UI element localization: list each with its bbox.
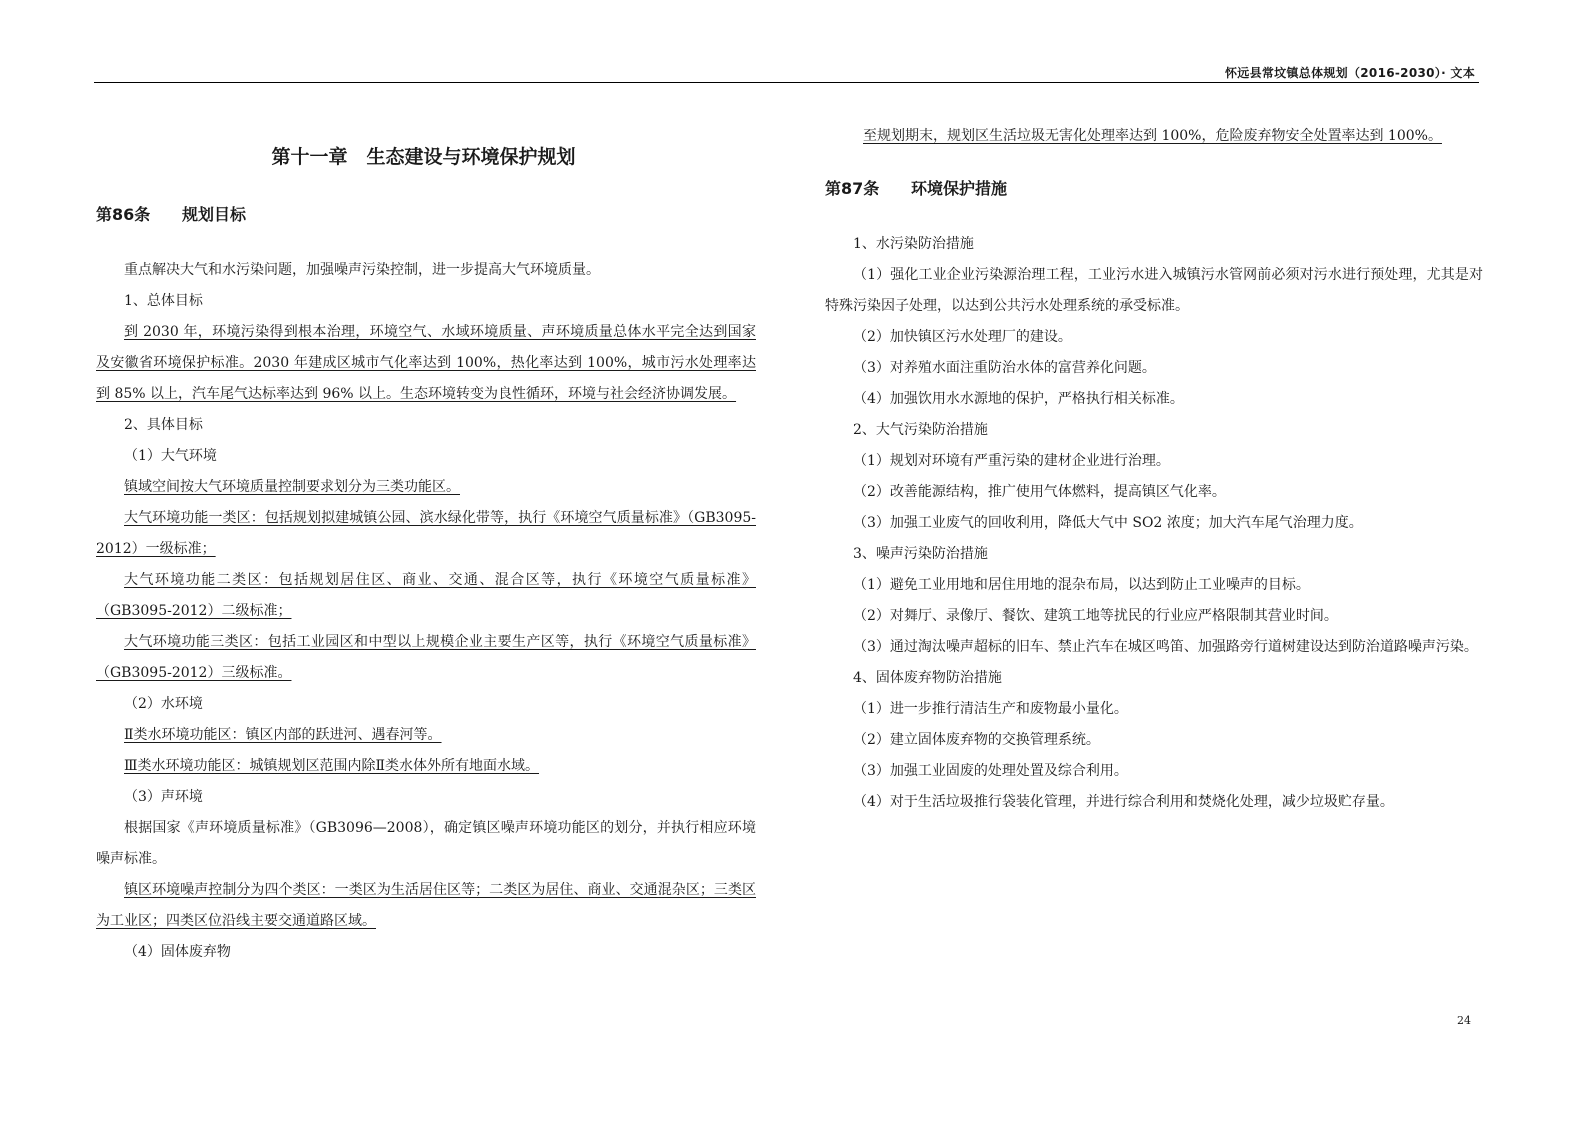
paragraph-text: （3）加强工业废气的回收利用，降低大气中 SO2 浓度；加大汽车尾气治理力度。 <box>853 515 1363 531</box>
paragraph-text: （1）避免工业用地和居住用地的混杂布局，以达到防止工业噪声的目标。 <box>853 577 1310 593</box>
paragraph <box>96 627 756 689</box>
article-87-number: 第87条 <box>825 179 880 198</box>
paragraph-text: 重点解决大气和水污染问题，加强噪声污染控制，进一步提高大气环境质量。 <box>124 262 600 278</box>
paragraph-text: 到 2030 年，环境污染得到根本治理，环境空气、水域环境质量、声环境质量总体水平完全达到国家及安徽省环境保护标准。2030 年建成区城市气化率达到 100%，热化率达到 100%，城市污水处理率达到 85% 以上，汽车尾气达标率达到 96% 以上。生态环境转变为良性循环，环境与社会经济协调发展。 <box>96 324 756 402</box>
paragraph-text: （3）对养殖水面注重防治水体的富营养化问题。 <box>853 360 1156 376</box>
paragraph-text: （4）对于生活垃圾推行袋装化管理，并进行综合利用和焚烧化处理，减少垃圾贮存量。 <box>853 794 1394 810</box>
paragraph-text: （2）水环境 <box>124 696 203 712</box>
paragraph-text: （1）强化工业企业污染源治理工程，工业污水进入城镇污水管网前必须对污水进行预处理，尤其是对特殊污染因子处理，以达到公共污水处理系统的承受标准。 <box>825 267 1483 314</box>
paragraph <box>96 441 756 472</box>
paragraph-text: （1）规划对环境有严重污染的建材企业进行治理。 <box>853 453 1170 469</box>
article-87-title: 环境保护措施 <box>911 179 1008 198</box>
paragraph <box>825 353 1483 384</box>
paragraph-text: （4）固体废弃物 <box>124 944 231 960</box>
right-top-paragraph <box>835 121 1483 152</box>
paragraph-text: （1）大气环境 <box>124 448 217 464</box>
paragraph <box>825 229 1483 260</box>
article-86-title: 规划目标 <box>182 205 247 224</box>
paragraph-text: 大气环境功能三类区：包括工业园区和中型以上规模企业主要生产区等，执行《环境空气质量标准》（GB3095-2012）三级标准。 <box>96 634 756 681</box>
paragraph <box>825 632 1483 663</box>
paragraph <box>825 322 1483 353</box>
paragraph <box>825 601 1483 632</box>
paragraph <box>825 725 1483 756</box>
paragraph-text: Ⅱ类水环境功能区：镇区内部的跃进河、遇春河等。 <box>124 727 442 743</box>
article-86-heading <box>96 200 246 230</box>
paragraph <box>825 539 1483 570</box>
paragraph <box>96 503 756 565</box>
paragraph-text: （2）对舞厅、录像厅、餐饮、建筑工地等扰民的行业应严格限制其营业时间。 <box>853 608 1338 624</box>
paragraph-text: （3）声环境 <box>124 789 203 805</box>
paragraph <box>96 286 756 317</box>
paragraph <box>96 565 756 627</box>
paragraph <box>825 415 1483 446</box>
article-86-number: 第86条 <box>96 205 151 224</box>
paragraph <box>825 446 1483 477</box>
paragraph-text: （4）加强饮用水水源地的保护，严格执行相关标准。 <box>853 391 1184 407</box>
article-87-heading <box>825 174 1007 204</box>
paragraph <box>96 689 756 720</box>
paragraph-text: 镇区环境噪声控制分为四个类区：一类区为生活居住区等；二类区为居住、商业、交通混杂区；三类区为工业区；四类区位沿线主要交通道路区域。 <box>96 882 756 929</box>
paragraph-text: （1）进一步推行清洁生产和废物最小量化。 <box>853 701 1128 717</box>
paragraph-text: Ⅲ类水环境功能区：城镇规划区范围内除Ⅱ类水体外所有地面水域。 <box>124 758 540 774</box>
paragraph-text: 1、总体目标 <box>124 293 203 309</box>
paragraph <box>825 694 1483 725</box>
paragraph-text: 3、噪声污染防治措施 <box>853 546 988 562</box>
paragraph <box>825 570 1483 601</box>
paragraph <box>96 813 756 875</box>
right-top-paragraph-wrap <box>835 121 1483 152</box>
paragraph-text: （3）通过淘汰噪声超标的旧车、禁止汽车在城区鸣笛、加强路旁行道树建设达到防治道路噪声污染。 <box>853 639 1478 655</box>
paragraph-text: 根据国家《声环境质量标准》（GB3096—2008），确定镇区噪声环境功能区的划分，并执行相应环境噪声标准。 <box>96 820 756 867</box>
paragraph-text: （2）建立固体废弃物的交换管理系统。 <box>853 732 1100 748</box>
paragraph <box>96 782 756 813</box>
chapter-title: 第十一章 生态建设与环境保护规划 <box>271 146 576 168</box>
page-number: 24 <box>1457 1014 1471 1027</box>
article-87-body <box>825 229 1483 818</box>
paragraph <box>96 472 756 503</box>
article-86-body <box>96 255 756 968</box>
paragraph <box>825 384 1483 415</box>
paragraph <box>825 477 1483 508</box>
paragraph <box>96 751 756 782</box>
paragraph-text: 2、具体目标 <box>124 417 203 433</box>
paragraph <box>825 787 1483 818</box>
paragraph-text: 大气环境功能一类区：包括规划拟建城镇公园、滨水绿化带等，执行《环境空气质量标准》（GB3095-2012）一级标准； <box>96 510 756 557</box>
paragraph <box>825 756 1483 787</box>
paragraph-text: （2）加快镇区污水处理厂的建设。 <box>853 329 1072 345</box>
paragraph-text: 1、水污染防治措施 <box>853 236 974 252</box>
document-header-title: 怀远县常坟镇总体规划（2016-2030）· 文本 <box>1224 66 1475 80</box>
right-top-paragraph-text: 至规划期末，规划区生活垃圾无害化处理率达到 100%，危险废弃物安全处置率达到 100%。 <box>863 128 1442 144</box>
paragraph <box>96 875 756 937</box>
paragraph <box>825 260 1483 322</box>
paragraph <box>825 508 1483 539</box>
paragraph-text: 2、大气污染防治措施 <box>853 422 988 438</box>
paragraph <box>96 317 756 410</box>
paragraph <box>96 255 756 286</box>
paragraph-text: 大气环境功能二类区：包括规划居住区、商业、交通、混合区等，执行《环境空气质量标准》（GB3095-2012）二级标准； <box>96 572 756 619</box>
paragraph <box>96 720 756 751</box>
paragraph <box>825 663 1483 694</box>
paragraph-text: （2）改善能源结构，推广使用气体燃料，提高镇区气化率。 <box>853 484 1226 500</box>
paragraph-text: （3）加强工业固废的处理处置及综合利用。 <box>853 763 1128 779</box>
paragraph <box>96 937 756 968</box>
paragraph-text: 镇域空间按大气环境质量控制要求划分为三类功能区。 <box>124 479 460 495</box>
paragraph-text: 4、固体废弃物防治措施 <box>853 670 1002 686</box>
header-divider <box>94 82 1479 83</box>
paragraph <box>96 410 756 441</box>
